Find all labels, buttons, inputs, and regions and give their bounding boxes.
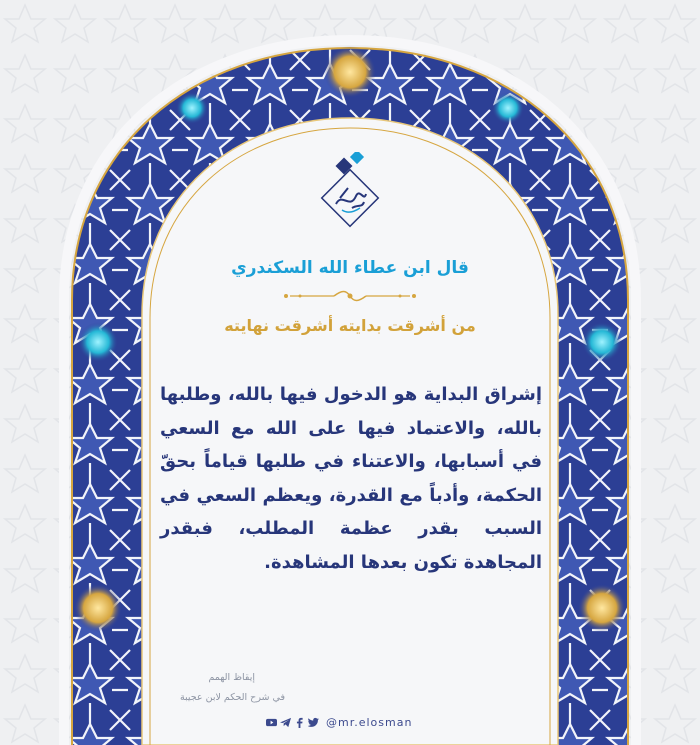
divider-ornament	[280, 288, 420, 304]
source-book: إيقاظ الهمم	[208, 672, 255, 683]
source-description: في شرح الحكم لابن عجيبة	[179, 692, 285, 703]
telegram-icon[interactable]	[280, 717, 291, 728]
quote-attribution: قال ابن عطاء الله السكندري	[231, 258, 469, 278]
social-footer	[266, 714, 412, 730]
youtube-icon[interactable]	[266, 717, 277, 728]
quote-saying: من أشرقت بدايته أشرقت نهايته	[224, 316, 476, 335]
facebook-icon[interactable]	[294, 717, 305, 728]
quote-commentary: إشراق البداية هو الدخول فيها بالله، وطلبها بالله، والاعتماد فيها على الله مع السعي في أسبابها، والاعتناء في طلبها قياماً بحقّ الحكمة، وأدباً مع القدرة، ويعظم السعي في السبب بقدر عظمة المطلب، فبقدر المجاهدة تكون بعدها المشاهدة.	[160, 384, 542, 573]
social-handle[interactable]: @mr.elosman	[326, 715, 413, 729]
logo-emblem	[318, 152, 382, 232]
twitter-icon[interactable]	[308, 717, 319, 728]
